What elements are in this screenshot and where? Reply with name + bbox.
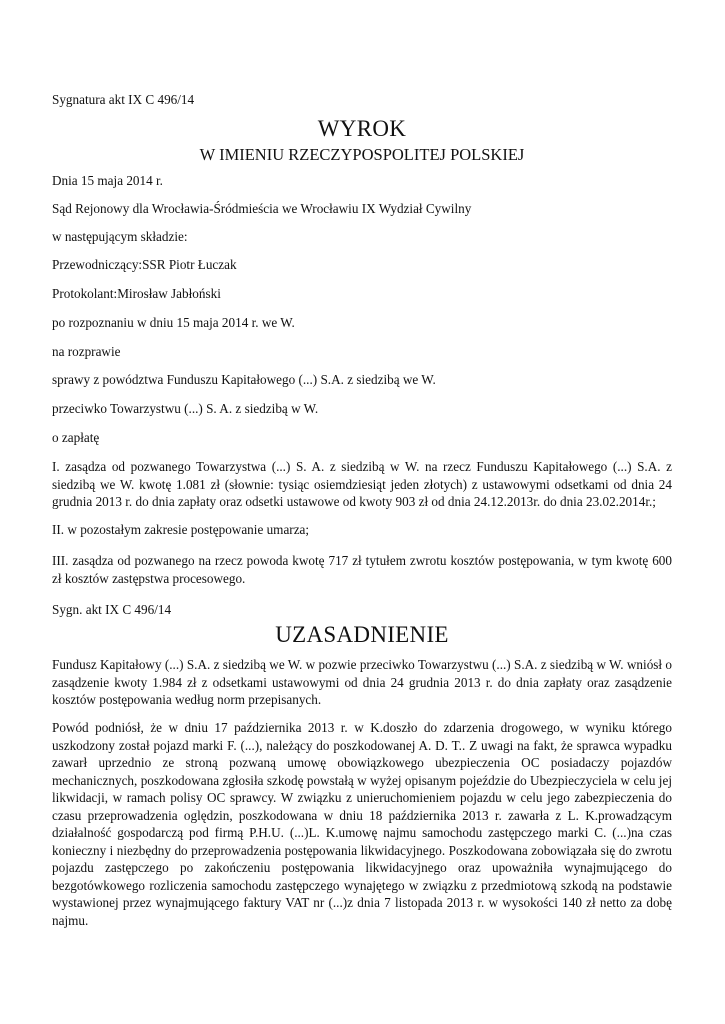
hearing-date: po rozpoznaniu w dniu 15 maja 2014 r. we W. <box>52 315 295 330</box>
case-plaintiff: sprawy z powództwa Funduszu Kapitałowego (...) S.A. z siedzibą we W. <box>52 372 436 387</box>
case-signature: Sygnatura akt IX C 496/14 <box>52 92 195 107</box>
case-subject: o zapłatę <box>52 430 100 445</box>
verdict-point-1: I. zasądza od pozwanego Towarzystwa (...) S. A. z siedzibą w W. na rzecz Funduszu Kapitałowego (...) S.A. z siedzibą we W. kwotę 1.081 zł (słownie: tysiąc osiemdziesiąt jeden złotych) z ustawowymi odsetkami od dnia 24 grudnia 2013 r. do dnia zapłaty oraz odsetki ustawowe od kwoty 903 zł od dnia 24.12.2013r. do dnia 23.02.2014r.; <box>52 459 672 509</box>
case-defendant: przeciwko Towarzystwu (...) S. A. z siedzibą w W. <box>52 401 319 416</box>
court-name: Sąd Rejonowy dla Wrocławia-Śródmieścia we Wrocławiu IX Wydział Cywilny <box>52 201 472 216</box>
justification-paragraph-1: Fundusz Kapitałowy (...) S.A. z siedzibą we W. w pozwie przeciwko Towarzystwu (...) S.A. z siedzibą w W. wniósł o zasądzenie kwoty 1.984 zł z odsetkami ustawowymi od dnia 24 grudnia 2013 r. do dnia zapłaty oraz zasądzenie kosztów postępowania według norm przepisanych. <box>52 657 672 707</box>
court-clerk: Protokolant:Mirosław Jabłoński <box>52 286 221 301</box>
verdict-point-2: II. w pozostałym zakresie postępowanie umarza; <box>52 522 310 537</box>
justification-title: UZASADNIENIE <box>275 622 449 647</box>
verdict-subtitle: W IMIENIU RZECZYPOSPOLITEJ POLSKIEJ <box>199 145 525 164</box>
justification-signature: Sygn. akt IX C 496/14 <box>52 602 172 617</box>
verdict-point-3: III. zasądza od pozwanego na rzecz powoda kwotę 717 zł tytułem zwrotu kosztów postępowania, w tym kwotę 600 zł kosztów zastępstwa procesowego. <box>52 553 672 586</box>
presiding-judge: Przewodniczący:SSR Piotr Łuczak <box>52 257 237 272</box>
justification-paragraph-2: Powód podniósł, że w dniu 17 października 2013 r. w K.doszło do zdarzenia drogowego, w wyniku którego uszkodzony został pojazd marki F. (...), należący do poszkodowanej A. D. T.. Z uwagi na fakt, że sprawca wypadku zawarł uprzednio ze stroną pozwaną umowę obowiązkowego ubezpieczenia OC posiadaczy pojazdów mechanicznych, poszkodowana zgłosiła szkodę powstałą w wyżej opisanym pojeździe do Ubezpieczyciela w celu jej likwidacji, w ramach polisy OC sprawcy. W związku z unieruchomieniem pojazdu w celu jego zabezpieczenia do czasu przeprowadzenia oględzin, poszkodowana w dniu 18 października 2013 r. zawarła z L. K.prowadzącym działalność gospodarczą pod firmą P.H.U. (...)L. K.umowę najmu samochodu zastępczego marki C. (...)na czas konieczny i niezbędny do przeprowadzenia postępowania likwidacyjnego. Poszkodowana zobowiązała się do zwrotu pojazdu zastępczego po zakończeniu postępowania likwidacyjnego oraz upoważniła wynajmującego do bezgotówkowego rozliczenia samochodu zastępczego wynajętego w związku z przedmiotową szkodą na podstawie wystawionej przez wynajmującego faktury VAT nr (...)z dnia 7 listopada 2013 r. w wysokości 140 zł netto za dobę najmu. <box>52 720 672 928</box>
court-composition: w następującym składzie: <box>52 229 188 244</box>
session-type: na rozprawie <box>52 344 121 359</box>
verdict-title: WYROK <box>317 116 407 141</box>
verdict-date: Dnia 15 maja 2014 r. <box>52 173 163 188</box>
